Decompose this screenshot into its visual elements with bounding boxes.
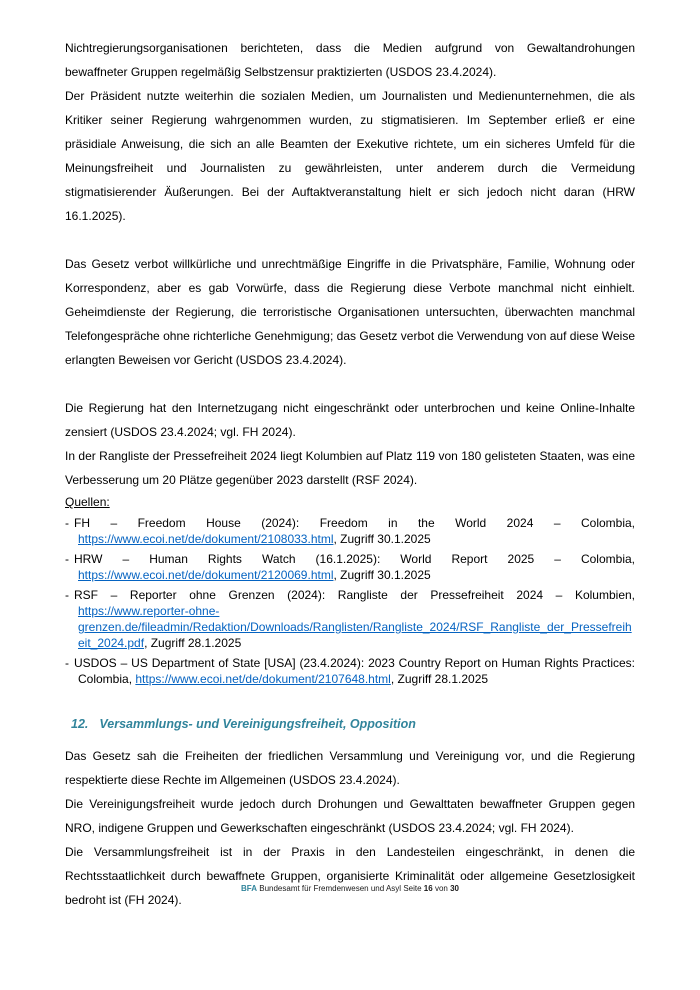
sources-list [65,515,635,687]
paragraph-association-restricted: Die Vereinigungsfreiheit wurde jedoch durch Drohungen und Gewalttaten bewaffneter Gruppen gegen NRO, indigene Gruppen und Gewerkschaften eingeschränkt (USDOS 23.4.2024; vgl. FH 2024). [65,797,635,835]
footer-page-total: 30 [450,884,459,893]
source-link-fh[interactable]: https://www.ecoi.net/de/dokument/2108033.html [78,532,334,546]
sources-label: Quellen: [65,495,110,509]
source-access-date: , Zugriff 28.1.2025 [144,636,242,650]
paragraph-assembly-law: Das Gesetz sah die Freiheiten der friedlichen Versammlung und Vereinigung vor, und die Regierung respektierte diese Rechte im Allgemeinen (USDOS 23.4.2024). [65,749,635,787]
footer-org-name: Bundesamt für Fremdenwesen und Asyl [259,884,402,893]
list-bullet: - [65,552,69,566]
section-number: 12. [71,717,89,731]
source-link-hrw[interactable]: https://www.ecoi.net/de/dokument/2120069.html [78,568,334,582]
source-item-usdos [65,655,635,687]
footer-org-abbr: BFA [241,884,257,893]
list-bullet: - [65,516,69,530]
source-link-usdos[interactable]: https://www.ecoi.net/de/dokument/2107648.html [135,672,391,686]
source-access-date: , Zugriff 30.1.2025 [333,532,431,546]
source-item-fh [65,515,635,547]
paragraph-privacy-law: Das Gesetz verbot willkürliche und unrechtmäßige Eingriffe in die Privatsphäre, Familie, Wohnung oder Korrespondenz, aber es gab Vorwürfe, dass die Regierung diese Verbote manchmal nicht einhielt. Geheimdienste der Regierung, die terroristische Organisationen untersuchten, überwachten manchmal Telefongespräche ohne richterliche Genehmigung; das Gesetz verbot die Verwendung von auf diese Weise erlangten Beweisen vor Gericht (USDOS 23.4.2024). [65,257,635,367]
source-citation: RSF – Reporter ohne Grenzen (2024): Rangliste der Pressefreiheit 2024 – Kolumbien, [74,588,635,602]
paragraph-press-freedom-ranking: In der Rangliste der Pressefreiheit 2024 liegt Kolumbien auf Platz 119 von 180 gelisteten Staaten, was eine Verbesserung um 20 Plätze gegenüber 2023 darstellt (RSF 2024). [65,449,635,487]
list-bullet: - [65,656,69,670]
source-link-rsf[interactable]: https://www.reporter-ohne-grenzen.de/fileadmin/Redaktion/Downloads/Ranglisten/Rangliste_2024/RSF_Rangliste_der_Pressefreiheit_2024.pdf [78,604,632,650]
footer-page-connector: von [434,884,448,893]
source-item-rsf [65,587,635,651]
page-footer [0,884,700,894]
source-item-hrw [65,551,635,583]
footer-page-label: Seite [403,884,422,893]
source-citation: FH – Freedom House (2024): Freedom in the World 2024 – Colombia, [74,516,635,530]
footer-page-current: 16 [423,884,433,893]
source-access-date: , Zugriff 30.1.2025 [333,568,431,582]
section-heading [65,717,635,731]
source-access-date: , Zugriff 28.1.2025 [390,672,489,686]
source-citation: HRW – Human Rights Watch (16.1.2025): World Report 2025 – Colombia, [74,552,635,566]
paragraph-media-self-censorship: Nichtregierungsorganisationen berichteten, dass die Medien aufgrund von Gewaltandrohungen bewaffneter Gruppen regelmäßig Selbstzensur praktizierten (USDOS 23.4.2024). [65,41,635,79]
paragraph-internet-access: Die Regierung hat den Internetzugang nicht eingeschränkt oder unterbrochen und keine Online-Inhalte zensiert (USDOS 23.4.2024; vgl. FH 2024). [65,401,635,439]
paragraph-president-social-media: Der Präsident nutzte weiterhin die sozialen Medien, um Journalisten und Medienunternehmen, die als Kritiker seiner Regierung wahrgenommen wurden, zu stigmatisieren. Im September erließ er eine präsidiale Anweisung, die sich an alle Beamten der Exekutive richtete, um ein sicheres Umfeld für die Meinungsfreiheit und Journalisten zu gewährleisten, unter anderem durch die Vermeidung stigmatisierender Äußerungen. Bei der Auftaktveranstaltung hielt er sich jedoch nicht daran (HRW 16.1.2025). [65,89,635,223]
paragraph-assembly-practice: Die Versammlungsfreiheit ist in der Praxis in den Landesteilen eingeschränkt, in denen die Rechtsstaatlichkeit durch bewaffnete Gruppen, organisierte Kriminalität oder allgemeine Gesetzlosigkeit bedroht ist (FH 2024). [65,845,635,907]
list-bullet: - [65,588,69,602]
section-title: Versammlungs- und Vereinigungsfreiheit, Opposition [99,717,416,731]
source-citation: USDOS – US Department of State [USA] (23.4.2024): 2023 Country Report on Human Rights Practices: Colombia, [74,656,635,686]
